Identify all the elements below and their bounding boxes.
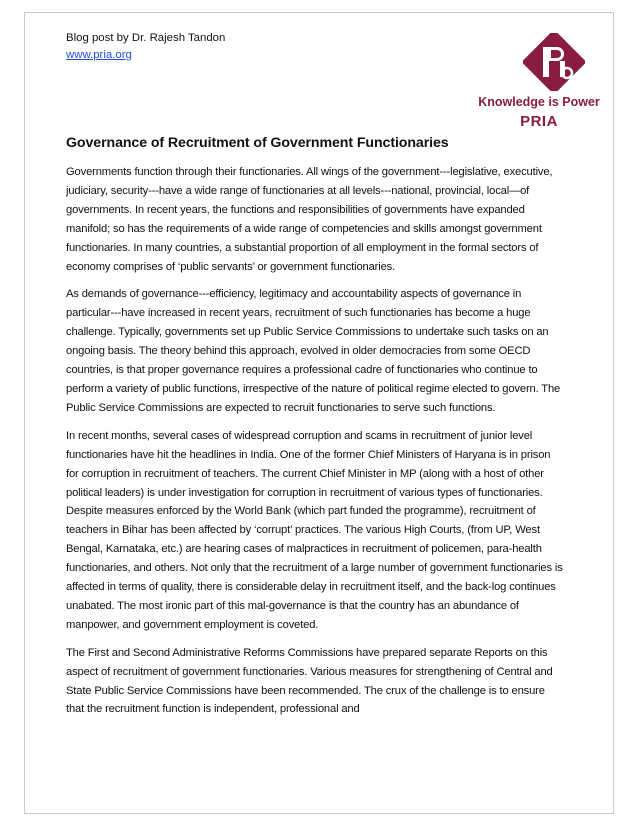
- website-link[interactable]: www.pria.org: [66, 49, 132, 61]
- byline: Blog post by Dr. Rajesh Tandon: [66, 32, 226, 44]
- pria-logo-mark-icon: [523, 33, 585, 91]
- article-paragraph: In recent months, several cases of widespread corruption and scams in recruitment of junior level functionaries have hit the headlines in India. One of the former Chief Ministers of Haryana is in prison for corruption in recruitment of teachers. The current Chief Minister in MP (along with a host of other political leaders) is under investigation for corruption in recruitment of various types of functionaries. Despite measures enforced by the World Bank (which part funded the programme), recruitment of teachers in Bihar has been affected by ‘corrupt’ practices. The various High Courts, (from UP, West Bengal, Karnataka, etc.) are hearing cases of malpractices in recruitment of policemen, para-health functionaries, and others. Not only that the recruitment of a large number of government functionaries is affected in terms of quality, there is considerable delay in recruitment itself, and the back-log continues unabated. The most ironic part of this mal-governance is that the country has an abundance of manpower, and government employment is coveted.: [66, 429, 563, 631]
- article: [66, 133, 564, 728]
- pria-logo: [467, 33, 611, 143]
- logo-name: PRIA: [520, 113, 558, 130]
- document-page: [24, 12, 614, 814]
- logo-tagline: Knowledge is Power: [478, 95, 600, 109]
- article-title: Governance of Recruitment of Government Functionaries: [66, 135, 449, 151]
- header: [66, 31, 225, 63]
- article-paragraph: The First and Second Administrative Reforms Commissions have prepared separate Reports on this aspect of recruitment of government functionaries. Various measures for strengthening of Central and State Public Service Commissions have been recommended. The crux of the challenge is to ensure that the recruitment function is independent, professional and: [66, 646, 553, 716]
- article-paragraph: As demands of governance---efficiency, legitimacy and accountability aspects of governance in particular---have increased in recent years, recruitment of such functionaries has become a huge challenge. Typically, governments set up Public Service Commissions to undertake such tasks on an ongoing basis. The theory behind this approach, evolved in older democracies from some OECD countries, is that proper governance requires a professional cadre of functionaries who continue to perform a variety of public functions, irrespective of the nature of political regime elected to govern. The Public Service Commissions are expected to recruit functionaries to serve such functions.: [66, 288, 561, 414]
- article-paragraph: Governments function through their functionaries. All wings of the government---legislative, executive, judiciary, security---have a wide range of functionaries at all levels---national, provincial, local—of governments. In recent years, the functions and responsibilities of governments have expanded manifold; so has the requirements of a wide range of competencies and skills amongst government functionaries. In many countries, a substantial proportion of all employment in the formal sectors of economy comprises of ‘public servants’ or government functionaries.: [66, 166, 553, 273]
